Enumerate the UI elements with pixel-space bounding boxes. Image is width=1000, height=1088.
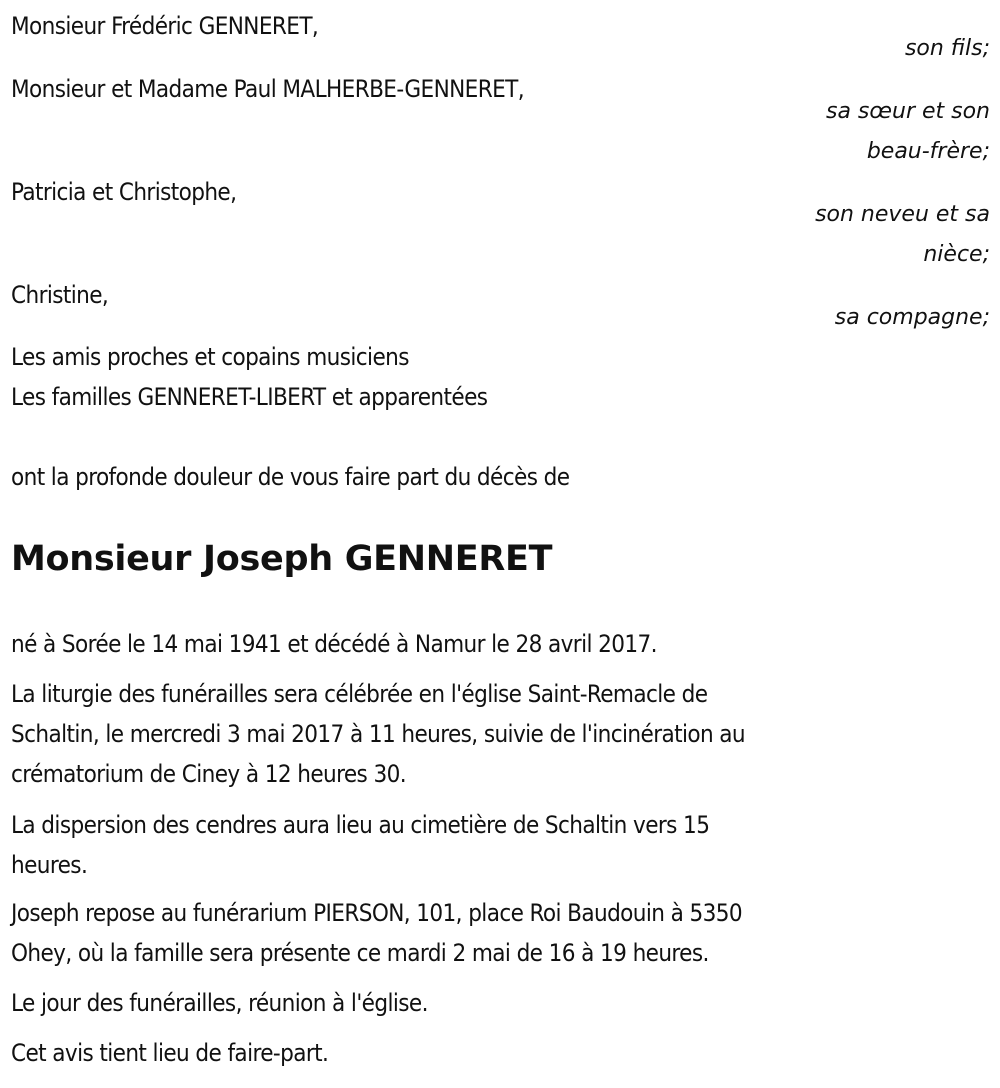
paragraph-liturgy-line: Schaltin, le mercredi 3 mai 2017 à 11 heures, suivie de l'incinération au <box>11 720 746 748</box>
others-line: Les familles GENNERET-LIBERT et apparentées <box>11 383 488 411</box>
announcement-text: ont la profonde douleur de vous faire part du décès de <box>11 463 570 491</box>
paragraph-funerarium-line: Joseph repose au funérarium PIERSON, 101, place Roi Baudouin à 5350 <box>11 899 743 927</box>
deceased-name: Monsieur Joseph GENNERET <box>11 539 553 579</box>
family-member-name: Monsieur et Madame Paul MALHERBE-GENNERET, <box>11 75 525 103</box>
family-member-relation: son neveu et sa <box>815 202 990 227</box>
paragraph-birth-death: né à Sorée le 14 mai 1941 et décédé à Namur le 28 avril 2017. <box>11 630 657 658</box>
paragraph-closing: Cet avis tient lieu de faire-part. <box>11 1039 329 1067</box>
family-member-name: Patricia et Christophe, <box>11 178 237 206</box>
family-member-relation: beau-frère; <box>866 139 990 164</box>
family-member-relation: son fils; <box>904 36 990 61</box>
paragraph-liturgy-line: crématorium de Ciney à 12 heures 30. <box>11 760 406 788</box>
paragraph-liturgy-line: La liturgie des funérailles sera célébrée en l'église Saint-Remacle de <box>11 680 708 708</box>
family-member-relation: nièce; <box>923 242 990 267</box>
others-line: Les amis proches et copains musiciens <box>11 343 409 371</box>
family-member-name: Monsieur Frédéric GENNERET, <box>11 12 319 40</box>
paragraph-dispersion-line: heures. <box>11 851 88 879</box>
family-member-name: Christine, <box>11 281 109 309</box>
paragraph-meeting: Le jour des funérailles, réunion à l'église. <box>11 989 428 1017</box>
paragraph-funerarium-line: Ohey, où la famille sera présente ce mardi 2 mai de 16 à 19 heures. <box>11 939 709 967</box>
family-member-relation: sa sœur et son <box>825 99 990 124</box>
family-member-relation: sa compagne; <box>834 305 990 330</box>
paragraph-dispersion-line: La dispersion des cendres aura lieu au cimetière de Schaltin vers 15 <box>11 811 710 839</box>
